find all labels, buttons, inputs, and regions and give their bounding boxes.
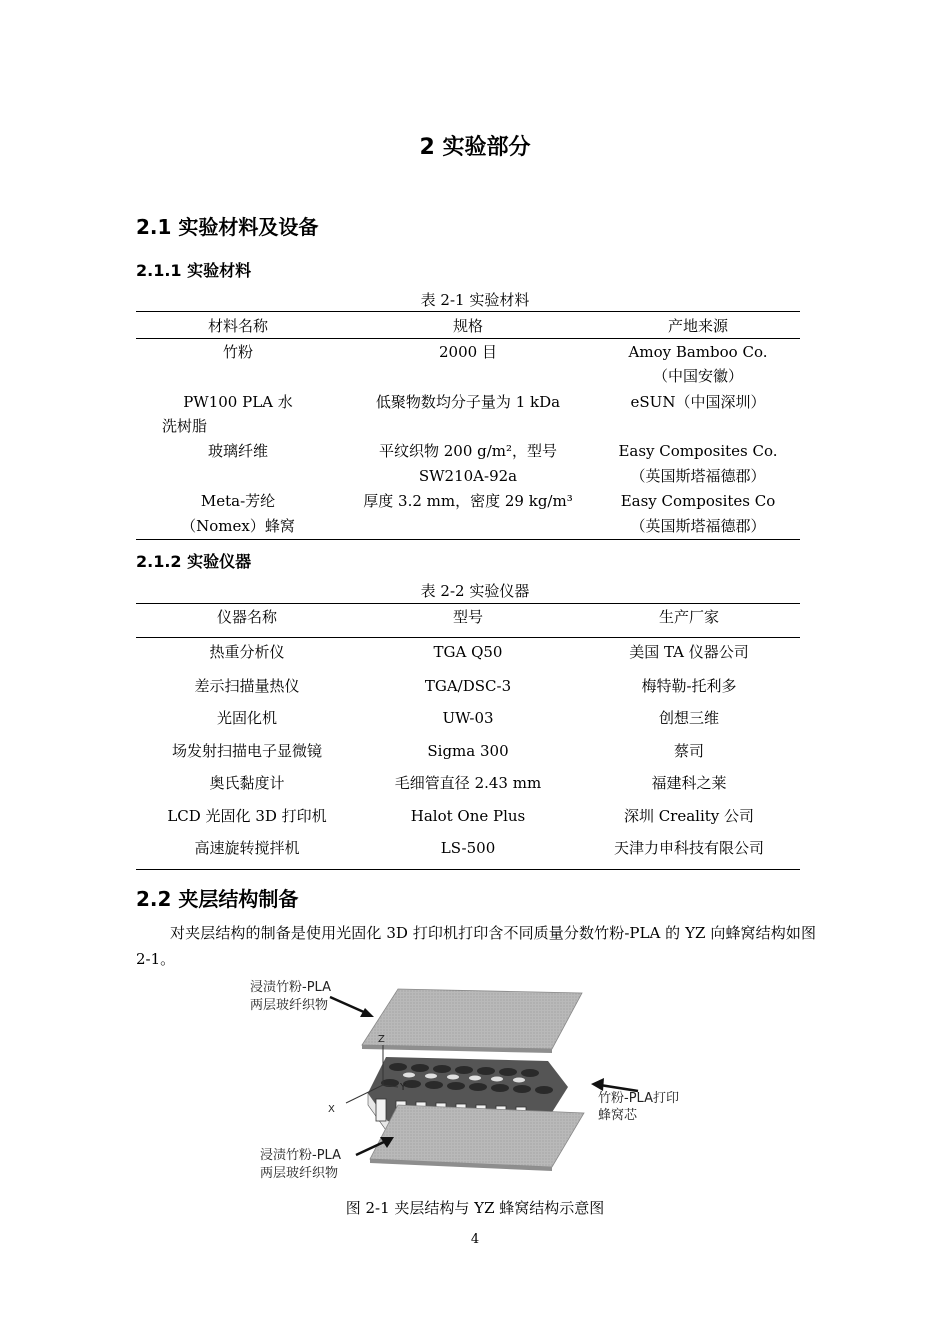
table2-cell: 热重分析仪 [209, 643, 285, 661]
section-heading-2-2: 2.2 夹层结构制备 [136, 887, 299, 911]
table1-caption: 表 2-1 实验材料 [420, 291, 530, 309]
table1-cell: （英国斯塔福德郡） [630, 517, 766, 535]
table2-cell: 高速旋转搅拌机 [194, 839, 300, 857]
table2-cell: 梅特勒-托利多 [641, 677, 737, 695]
table1-cell: Easy Composites Co. [618, 442, 778, 460]
section-heading-2-1: 2.1 实验材料及设备 [136, 215, 319, 239]
top-fabric-sheet [362, 989, 582, 1049]
table2-bottom-rule [136, 869, 800, 870]
table2-header-maker: 生产厂家 [658, 608, 719, 626]
table1-cell: 低聚物数均分子量为 1 kDa [375, 393, 561, 411]
table1-cell: Amoy Bamboo Co. [628, 343, 768, 361]
table1-header-spec: 规格 [452, 317, 483, 335]
table2-header-rule [136, 637, 800, 638]
table1-header-origin: 产地来源 [667, 317, 728, 335]
axis-label-y: Y [400, 1082, 407, 1093]
table1-cell: Easy Composites Co [620, 492, 776, 510]
table2-cell: 美国 TA 仪器公司 [629, 643, 749, 661]
table1-cell: eSUN（中国深圳） [630, 393, 766, 411]
page-number: 4 [470, 1232, 480, 1247]
bottom-layer-label-line2: 两层玻纤织物 [260, 1166, 339, 1181]
table1-cell: 玻璃纤维 [207, 442, 268, 460]
table1-cell: （Nomex）蜂窝 [181, 517, 295, 535]
table2-cell: TGA Q50 [433, 643, 503, 661]
table2-cell: Halot One Plus [410, 807, 526, 825]
table1-top-rule [136, 311, 800, 312]
section-heading-2-1-2: 2.1.2 实验仪器 [136, 552, 252, 571]
body-paragraph: 对夹层结构的制备是使用光固化 3D 打印机打印含不同质量分数竹粉-PLA 的 YZ 向蜂窝结构如图 2-1。 [136, 924, 816, 968]
table1-cell: 竹粉 [222, 343, 253, 361]
table2-cell: 深圳 Creality 公司 [623, 807, 755, 825]
table2-cell: 毛细管直径 2.43 mm [394, 774, 542, 792]
section-heading-2-1-1: 2.1.1 实验材料 [136, 261, 252, 280]
table1-cell: Meta-芳纶 [200, 492, 276, 510]
table1-cell: SW210A-92a [418, 467, 518, 485]
chapter-title: 2 实验部分 [419, 135, 531, 160]
bottom-fabric-sheet [370, 1105, 584, 1167]
table1-cell: 厚度 3.2 mm，密度 29 kg/m³ [363, 492, 573, 510]
table1-cell: 平纹织物 200 g/m²，型号 [378, 442, 558, 460]
figure-caption: 图 2-1 夹层结构与 YZ 蜂窝结构示意图 [345, 1199, 605, 1217]
table2-cell: 场发射扫描电子显微镜 [171, 742, 322, 760]
table1-cell: 2000 目 [439, 343, 497, 361]
table2-caption: 表 2-2 实验仪器 [420, 582, 530, 600]
core-label: 竹粉-PLA打印蜂窝芯 [598, 1091, 679, 1123]
table1-bottom-rule [136, 539, 800, 540]
table1-cell: （中国安徽） [652, 367, 743, 385]
table2-cell: UW-03 [442, 709, 494, 727]
table2-header-name: 仪器名称 [216, 608, 277, 626]
sandwich-figure [248, 975, 688, 1190]
table2-cell: 光固化机 [216, 709, 277, 727]
table2-cell: 创想三维 [658, 709, 719, 727]
table2-cell: 蔡司 [673, 742, 704, 760]
table2-header-model: 型号 [452, 608, 483, 626]
axis-label-z: Z [378, 1034, 385, 1045]
table1-cell: PW100 PLA 水 [183, 393, 293, 411]
table1-header-name: 材料名称 [207, 317, 268, 335]
table2-cell: Sigma 300 [427, 742, 509, 760]
table2-cell: 天津力申科技有限公司 [613, 839, 764, 857]
axis-label-x: X [328, 1104, 335, 1115]
table1-cell: 洗树脂 [162, 417, 208, 435]
table1-header-rule [136, 338, 800, 339]
top-layer-label-line2: 两层玻纤织物 [250, 998, 329, 1013]
table2-cell: 福建科之莱 [651, 774, 727, 792]
table2-cell: LS-500 [440, 839, 496, 857]
table2-cell: 差示扫描量热仪 [194, 677, 300, 695]
bottom-layer-label-line1: 浸渍竹粉-PLA [260, 1148, 341, 1163]
table2-cell: TGA/DSC-3 [424, 677, 512, 695]
table2-cell: LCD 光固化 3D 打印机 [167, 807, 327, 825]
table2-top-rule [136, 603, 800, 604]
top-layer-label-line1: 浸渍竹粉-PLA [250, 980, 331, 995]
table2-cell: 奥氏黏度计 [209, 774, 285, 792]
table1-cell: （英国斯塔福德郡） [630, 467, 766, 485]
